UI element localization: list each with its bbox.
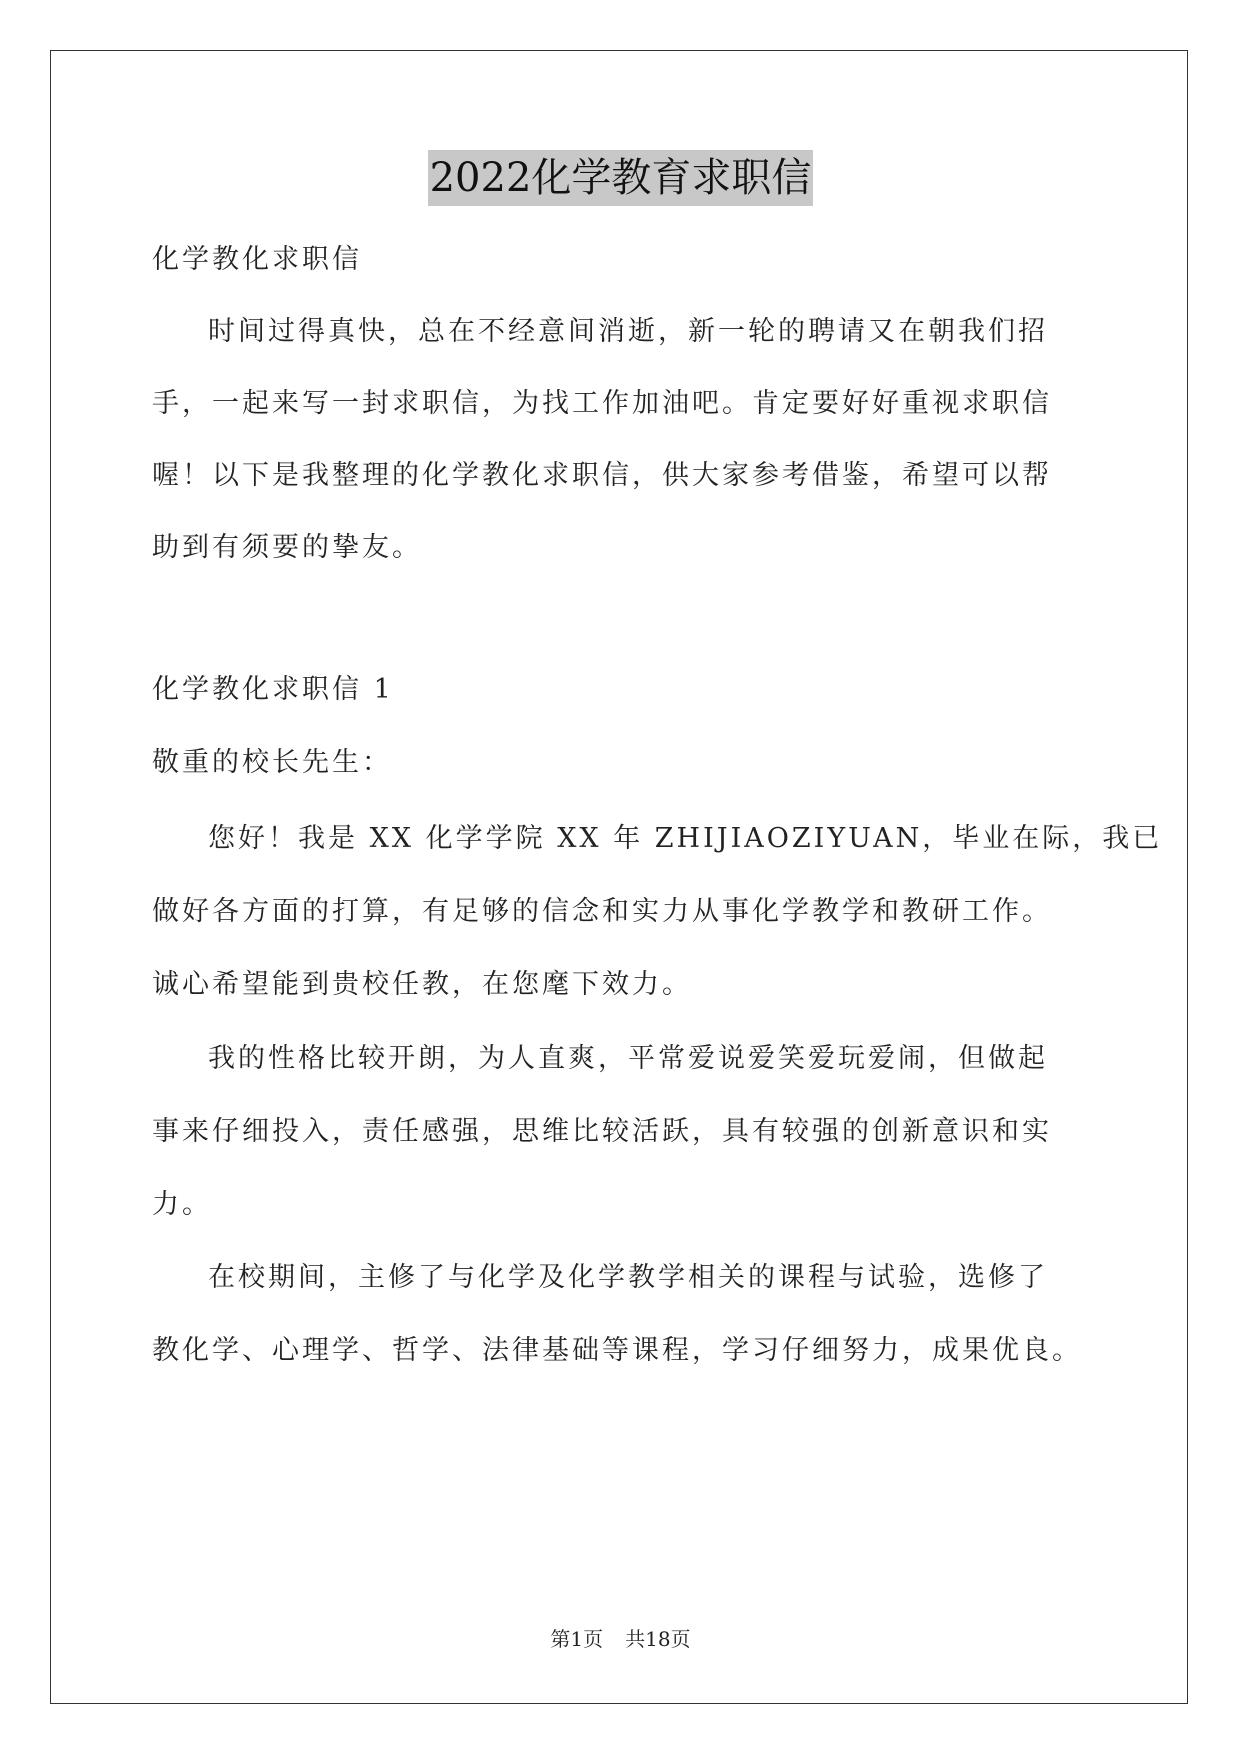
letter-heading: 化学教化求职信 1 — [152, 674, 394, 705]
page-total: 共18页 — [625, 1627, 691, 1651]
body-line: 诚心希望能到贵校任教，在您麾下效力。 — [152, 969, 692, 1000]
document-title: 2022化学教育求职信 — [428, 150, 814, 206]
page-footer — [0, 1623, 1241, 1652]
body-line: 我的性格比较开朗，为人直爽，平常爱说爱笑爱玩爱闹，但做起 — [208, 1043, 1048, 1074]
salutation: 敬重的校长先生： — [152, 747, 392, 778]
body-line: 在校期间，主修了与化学及化学教学相关的课程与试验，选修了 — [208, 1262, 1048, 1293]
intro-line: 手，一起来写一封求职信，为找工作加油吧。肯定要好好重视求职信 — [152, 388, 1052, 419]
body-line: 事来仔细投入，责任感强，思维比较活跃，具有较强的创新意识和实 — [152, 1116, 1052, 1147]
body-line: 做好各方面的打算，有足够的信念和实力从事化学教学和教研工作。 — [152, 896, 1052, 927]
intro-line: 助到有须要的挚友。 — [152, 532, 422, 563]
intro-line: 时间过得真快，总在不经意间消逝，新一轮的聘请又在朝我们招 — [208, 316, 1048, 347]
title-container — [0, 150, 1241, 206]
body-line: 教化学、心理学、哲学、法律基础等课程，学习仔细努力，成果优良。 — [152, 1335, 1082, 1366]
section-heading: 化学教化求职信 — [152, 244, 362, 275]
page-border — [50, 50, 1188, 1704]
intro-line: 喔！以下是我整理的化学教化求职信，供大家参考借鉴，希望可以帮 — [152, 460, 1052, 491]
body-line: 您好！我是 XX 化学学院 XX 年 ZHIJIAOZIYUAN，毕业在际，我已 — [208, 823, 1163, 854]
page-number: 第1页 — [550, 1627, 604, 1651]
body-line: 力。 — [152, 1189, 212, 1220]
